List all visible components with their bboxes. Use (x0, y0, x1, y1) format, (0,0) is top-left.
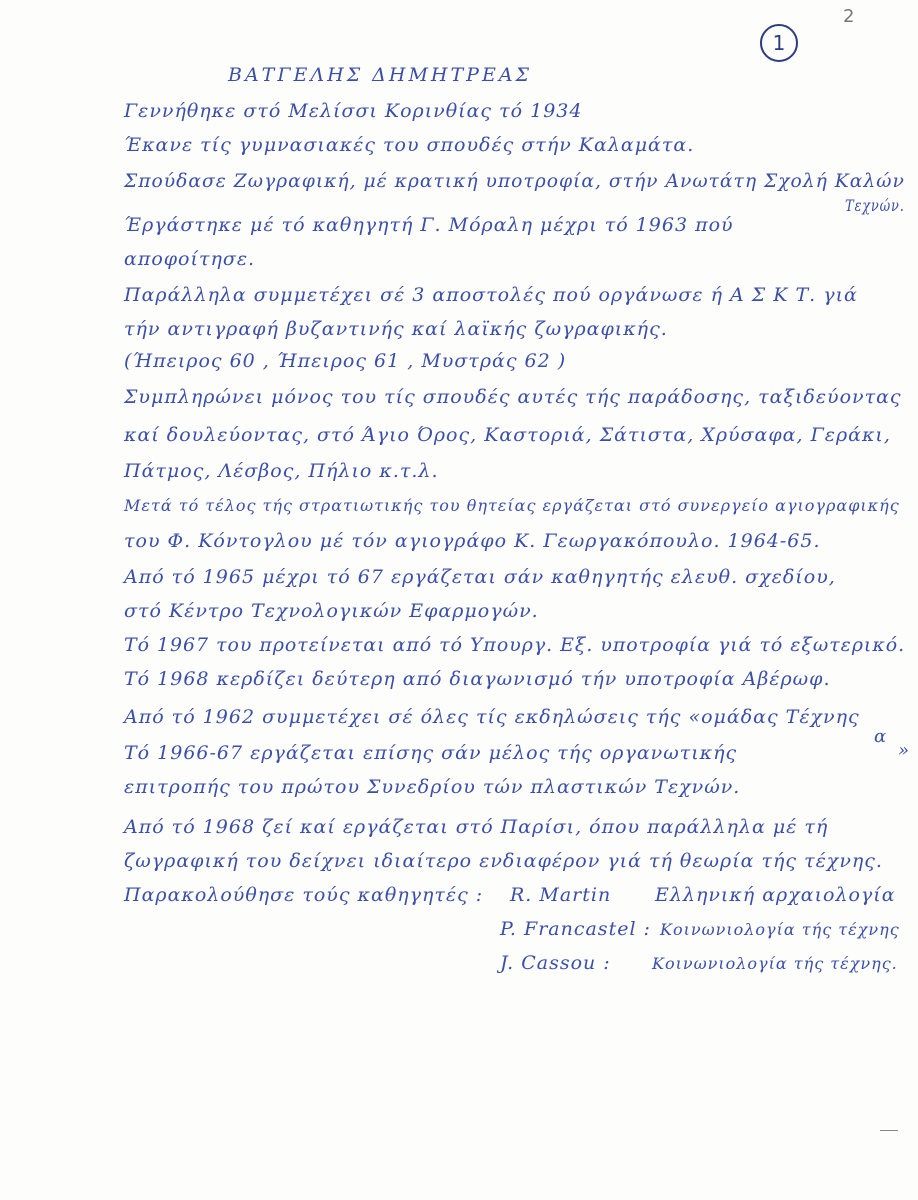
text-line: Παρακολούθησε τούς καθηγητές : (124, 884, 484, 906)
text-line: Πάτμος, Λέσβος, Πήλιο κ.τ.λ. (124, 460, 439, 482)
text-line: Τό 1968 κερδίζει δεύτερη από διαγωνισμό τήν υποτροφία Αβέρωφ. (124, 668, 831, 690)
professor-name: P. Francastel : (500, 918, 651, 940)
professor-name: J. Cassou : (500, 952, 611, 974)
text-line: Από τό 1962 συμμετέχει σέ όλες τίς εκδηλώσεις τής «ομάδας Τέχνης (124, 706, 860, 728)
text-line: Τό 1967 του προτείνεται από τό Υπουργ. Εξ. υποτροφία γιά τό εξωτερικό. (124, 634, 906, 656)
text-line: Τό 1966-67 εργάζεται επίσης σάν μέλος τής οργανωτικής (124, 742, 738, 764)
text-line: Μετά τό τέλος τής στρατιωτικής του θητείας εργάζεται στό συνεργείο αγιογραφικής (124, 496, 900, 515)
text-line: Παράλληλα συμμετέχει σέ 3 αποστολές πού οργάνωσε ή Α Σ Κ Τ. γιά (124, 284, 858, 306)
text-line: Έκανε τίς γυμνασιακές του σπουδές στήν Καλαμάτα. (124, 134, 695, 156)
text-line: Γεννήθηκε στό Μελίσσι Κορινθίας τό 1934 (124, 100, 583, 122)
text-line: αποφοίτησε. (124, 248, 256, 270)
text-line: Έργάστηκε μέ τό καθηγητή Γ. Μόραλη μέχρι τό 1963 πού (124, 214, 734, 236)
text-line: επιτροπής του πρώτου Συνεδρίου τών πλαστικών Τεχνών. (124, 776, 741, 798)
text-line: τήν αντιγραφή βυζαντινής καί λαϊκής ζωγραφικής. (124, 318, 668, 340)
text-line: καί δουλεύοντας, στό Άγιο Όρος, Καστοριά, Σάτιστα, Χρύσαφα, Γεράκι, (124, 424, 891, 446)
course-subject: Κοινωνιολογία τής τέχνης (660, 920, 900, 939)
page-number-pencil: 2 (843, 6, 855, 27)
course-subject: Ελληνική αρχαιολογία (655, 884, 896, 906)
text-line-continuation: Τεχνών. (845, 196, 905, 215)
text-line: Από τό 1965 μέχρι τό 67 εργάζεται σάν καθηγητής ελευθ. σχεδίου, (124, 566, 836, 588)
pencil-dash-mark (880, 1130, 898, 1131)
text-line: στό Κέντρο Τεχνολογικών Εφαρμογών. (124, 600, 539, 622)
text-line: του Φ. Κόντογλου μέ τόν αγιογράφο Κ. Γεωργακόπουλο. 1964-65. (124, 530, 821, 552)
course-subject: Κοινωνιολογία τής τέχνης. (652, 954, 898, 973)
text-line: Συμπληρώνει μόνος του τίς σπουδές αυτές τής παράδοσης, ταξιδεύοντας (124, 386, 902, 408)
professor-name: R. Martin (510, 884, 612, 906)
closing-quote-mark: » (898, 740, 910, 761)
text-line: Σπούδασε Ζωγραφική, μέ κρατική υποτροφία, στήν Ανωτάτη Σχολή Καλών (124, 170, 905, 192)
inserted-letter: α (874, 726, 887, 747)
page-title: ΒΑΤΓΕΛΗΣ ΔΗΜΗΤΡΕΑΣ (228, 64, 532, 86)
text-line: Από τό 1968 ζεί καί εργάζεται στό Παρίσι, όπου παράλληλα μέ τή (124, 816, 829, 838)
circled-page-number: 1 (760, 24, 798, 62)
text-line: (Ήπειρος 60 , Ήπειρος 61 , Μυστράς 62 ) (124, 350, 567, 372)
text-line: ζωγραφική του δείχνει ιδιαίτερο ενδιαφέρον γιά τή θεωρία τής τέχνης. (124, 850, 883, 872)
